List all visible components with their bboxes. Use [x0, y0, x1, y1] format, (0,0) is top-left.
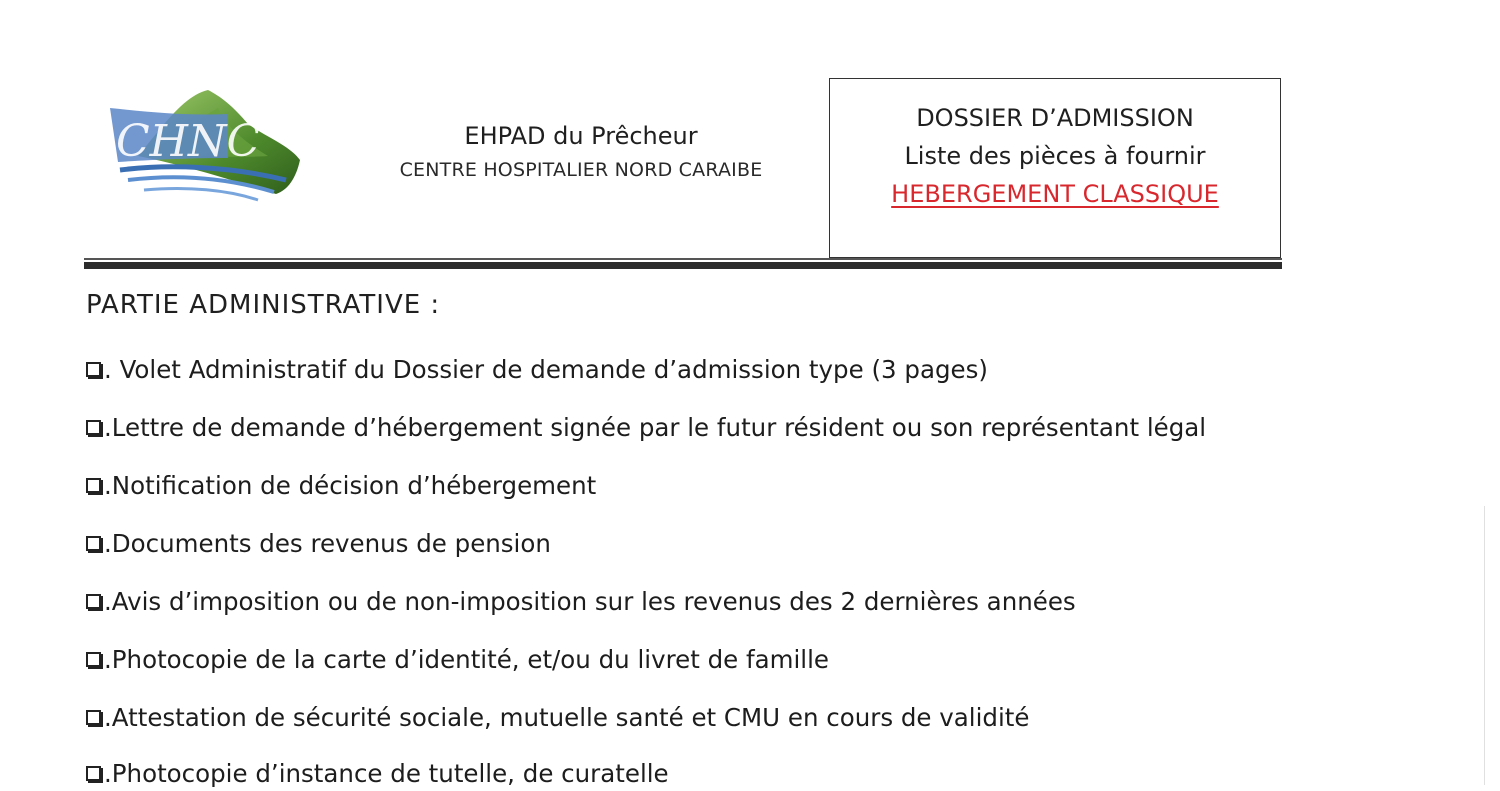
title-box [829, 78, 1281, 258]
checklist-label: .Documents des revenus de pension [104, 529, 551, 558]
checkbox[interactable] [86, 536, 101, 551]
header-divider-thick [84, 262, 1282, 269]
checklist-label: .Photocopie de la carte d’identité, et/ou du livret de famille [104, 645, 829, 674]
checkbox[interactable] [86, 594, 101, 609]
checklist-label: .Attestation de sécurité sociale, mutuelle santé et CMU en cours de validité [104, 703, 1030, 732]
box-category: HEBERGEMENT CLASSIQUE [891, 180, 1219, 208]
checklist-label: .Lettre de demande d’hébergement signée par le futur résident ou son représentant légal [104, 413, 1207, 442]
box-title: DOSSIER D’ADMISSION [916, 104, 1194, 132]
checklist-item [86, 643, 829, 677]
checkbox[interactable] [86, 766, 101, 781]
checkbox[interactable] [86, 478, 101, 493]
checklist-item [86, 469, 596, 503]
org-subtitle: CENTRE HOSPITALIER NORD CARAIBE [399, 159, 763, 181]
organization-header [340, 120, 822, 184]
checklist-label: .Photocopie d’instance de tutelle, de curatelle [104, 759, 669, 788]
section-title: PARTIE ADMINISTRATIVE : [86, 290, 441, 320]
header-divider-thin [84, 258, 1282, 260]
box-subtitle: Liste des pièces à fournir [904, 142, 1206, 170]
checkbox[interactable] [86, 710, 101, 725]
checklist-label: .Notification de décision d’hébergement [104, 471, 597, 500]
checklist-item [86, 411, 1206, 445]
logo-text: CHNC [116, 116, 261, 167]
checklist-item [86, 353, 988, 387]
checklist-label: . Volet Administratif du Dossier de demande d’admission type (3 pages) [104, 355, 988, 384]
checklist-item [86, 585, 1076, 619]
checklist-item [86, 757, 669, 791]
chnc-logo [108, 86, 304, 204]
checklist-label: .Avis d’imposition ou de non-imposition sur les revenus des 2 dernières années [104, 587, 1076, 616]
checkbox[interactable] [86, 652, 101, 667]
checkbox[interactable] [86, 362, 101, 377]
checkbox[interactable] [86, 420, 101, 435]
checklist-item [86, 527, 551, 561]
checklist-item [86, 701, 1029, 735]
scan-edge-line [1484, 506, 1485, 785]
org-title: EHPAD du Prêcheur [464, 122, 698, 150]
